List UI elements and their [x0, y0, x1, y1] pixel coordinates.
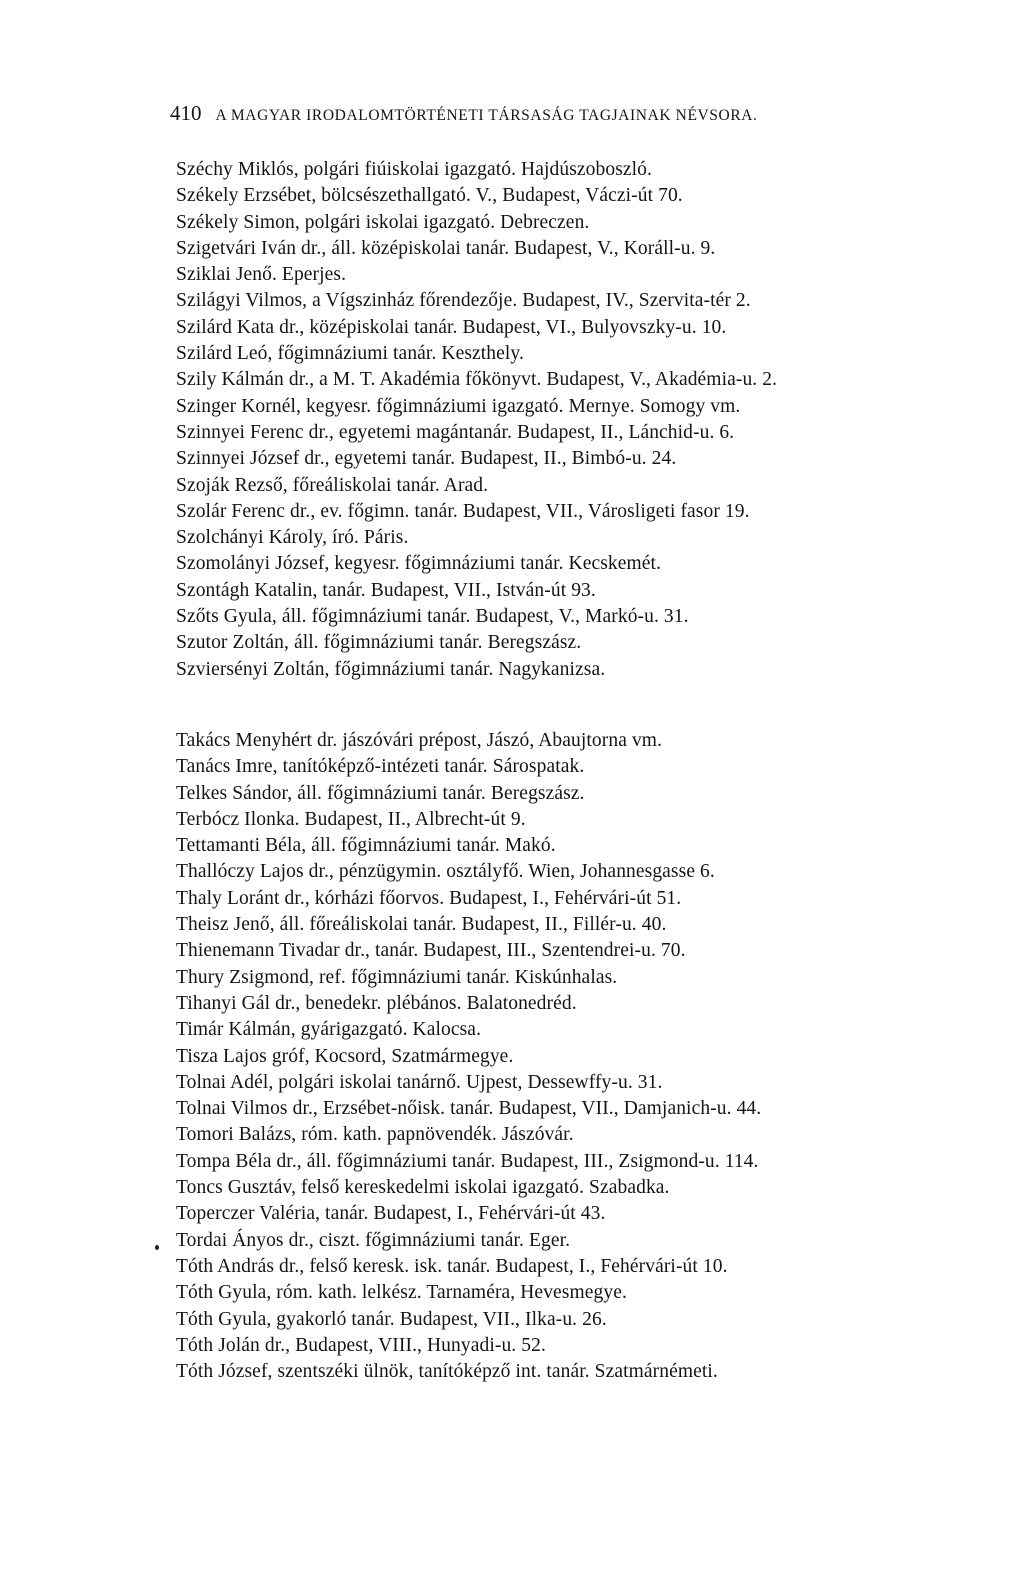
list-item: Szutor Zoltán, áll. főgimnáziumi tanár. Beregszász. [176, 632, 582, 654]
list-item: Toperczer Valéria, tanár. Budapest, I., Fehérvári-út 43. [176, 1203, 606, 1225]
list-item: Thallóczy Lajos dr., pénzügymin. osztályfő. Wien, Johannesgasse 6. [176, 861, 715, 883]
list-item: Szilágyi Vilmos, a Vígszinház főrendezője. Budapest, IV., Szervita-tér 2. [176, 290, 751, 312]
list-item: Szinnyei Ferenc dr., egyetemi magántanár. Budapest, II., Lánchid-u. 6. [176, 421, 735, 443]
list-item: Szinger Kornél, kegyesr. főgimnáziumi igazgató. Mernye. Somogy vm. [176, 395, 741, 417]
list-item: Tolnai Adél, polgári iskolai tanárnő. Ujpest, Dessewffy-u. 31. [176, 1071, 663, 1093]
list-item: Tolnai Vilmos dr., Erzsébet-nőisk. tanár. Budapest, VII., Damjanich-u. 44. [176, 1098, 762, 1120]
list-item: Székely Erzsébet, bölcsészethallgató. V., Budapest, Váczi-út 70. [176, 185, 683, 207]
list-item: Szolár Ferenc dr., ev. főgimn. tanár. Budapest, VII., Városligeti fasor 19. [176, 500, 750, 522]
page-number: 410 [170, 101, 202, 125]
list-item: Tóth András dr., felső keresk. isk. tanár. Budapest, I., Fehérvári-út 10. [176, 1255, 728, 1277]
list-item: Takács Menyhért dr. jászóvári prépost, Jászó, Abaujtorna vm. [176, 730, 663, 751]
list-item: Tompa Béla dr., áll. főgimnáziumi tanár. Budapest, III., Zsigmond-u. 114. [176, 1150, 759, 1172]
list-item: Tanács Imre, tanítóképző-intézeti tanár. Sárospatak. [176, 756, 585, 778]
list-item: Széchy Miklós, polgári fiúiskolai igazgató. Hajdúszoboszló. [176, 159, 652, 180]
list-item: Szilárd Leó, főgimnáziumi tanár. Keszthely. [176, 343, 524, 365]
list-item: Szviersényi Zoltán, főgimnáziumi tanár. Nagykanizsa. [176, 658, 606, 680]
list-item: Szilárd Kata dr., középiskolai tanár. Budapest, VI., Bulyovszky-u. 10. [176, 316, 727, 338]
list-item: Székely Simon, polgári iskolai igazgató. Debreczen. [176, 211, 590, 233]
list-item: Terbócz Ilonka. Budapest, II., Albrecht-út 9. [176, 808, 526, 830]
ink-speck [155, 1245, 159, 1250]
list-item: Tóth Jolán dr., Budapest, VIII., Hunyadi-u. 52. [176, 1334, 546, 1356]
list-item: Szőts Gyula, áll. főgimnáziumi tanár. Budapest, V., Markó-u. 31. [176, 606, 689, 628]
list-item: Tihanyi Gál dr., benedekr. plébános. Balatonedréd. [176, 992, 577, 1014]
list-item: Theisz Jenő, áll. főreáliskolai tanár. Budapest, II., Fillér-u. 40. [176, 914, 667, 936]
list-item: Thienemann Tivadar dr., tanár. Budapest, III., Szentendrei-u. 70. [176, 940, 686, 962]
member-list-section-t [176, 728, 976, 1385]
member-list-section-s [176, 157, 976, 683]
list-item: Szinnyei József dr., egyetemi tanár. Budapest, II., Bimbó-u. 24. [176, 448, 677, 470]
list-item: Szomolányi József, kegyesr. főgimnáziumi tanár. Kecskemét. [176, 553, 662, 575]
list-item: Szontágh Katalin, tanár. Budapest, VII., István-út 93. [176, 579, 596, 601]
list-item: Tóth József, szentszéki ülnök, tanítóképző int. tanár. Szatmárnémeti. [176, 1361, 718, 1383]
list-item: Thaly Loránt dr., kórházi főorvos. Budapest, I., Fehérvári-út 51. [176, 887, 682, 909]
list-item: Tordai Ányos dr., ciszt. főgimnáziumi tanár. Eger. [176, 1229, 571, 1251]
list-item: Tisza Lajos gróf, Kocsord, Szatmármegye. [176, 1045, 514, 1067]
list-item: Telkes Sándor, áll. főgimnáziumi tanár. Beregszász. [176, 782, 585, 804]
list-item: Timár Kálmán, gyárigazgató. Kalocsa. [176, 1019, 482, 1041]
list-item: Szolchányi Károly, író. Páris. [176, 527, 409, 549]
list-item: Szigetvári Iván dr., áll. középiskolai tanár. Budapest, V., Koráll-u. 9. [176, 237, 716, 259]
running-title: A MAGYAR IRODALOMTÖRTÉNETI TÁRSASÁG TAGJAINAK NÉVSORA. [215, 107, 758, 124]
page-header [170, 101, 970, 126]
list-item: Tóth Gyula, róm. kath. lelkész. Tarnaméra, Hevesmegye. [176, 1282, 627, 1304]
list-item: Tettamanti Béla, áll. főgimnáziumi tanár. Makó. [176, 835, 556, 857]
list-item: Sziklai Jenő. Eperjes. [176, 264, 347, 286]
list-item: Thury Zsigmond, ref. főgimnáziumi tanár. Kiskúnhalas. [176, 966, 618, 988]
list-item: Tóth Gyula, gyakorló tanár. Budapest, VII., Ilka-u. 26. [176, 1308, 607, 1330]
list-item: Tomori Balázs, róm. kath. papnövendék. Jászóvár. [176, 1124, 574, 1146]
list-item: Szily Kálmán dr., a M. T. Akadémia főkönyvt. Budapest, V., Akadémia-u. 2. [176, 369, 778, 391]
list-item: Toncs Gusztáv, felső kereskedelmi iskolai igazgató. Szabadka. [176, 1177, 670, 1199]
list-item: Szoják Rezső, főreáliskolai tanár. Arad. [176, 474, 489, 496]
